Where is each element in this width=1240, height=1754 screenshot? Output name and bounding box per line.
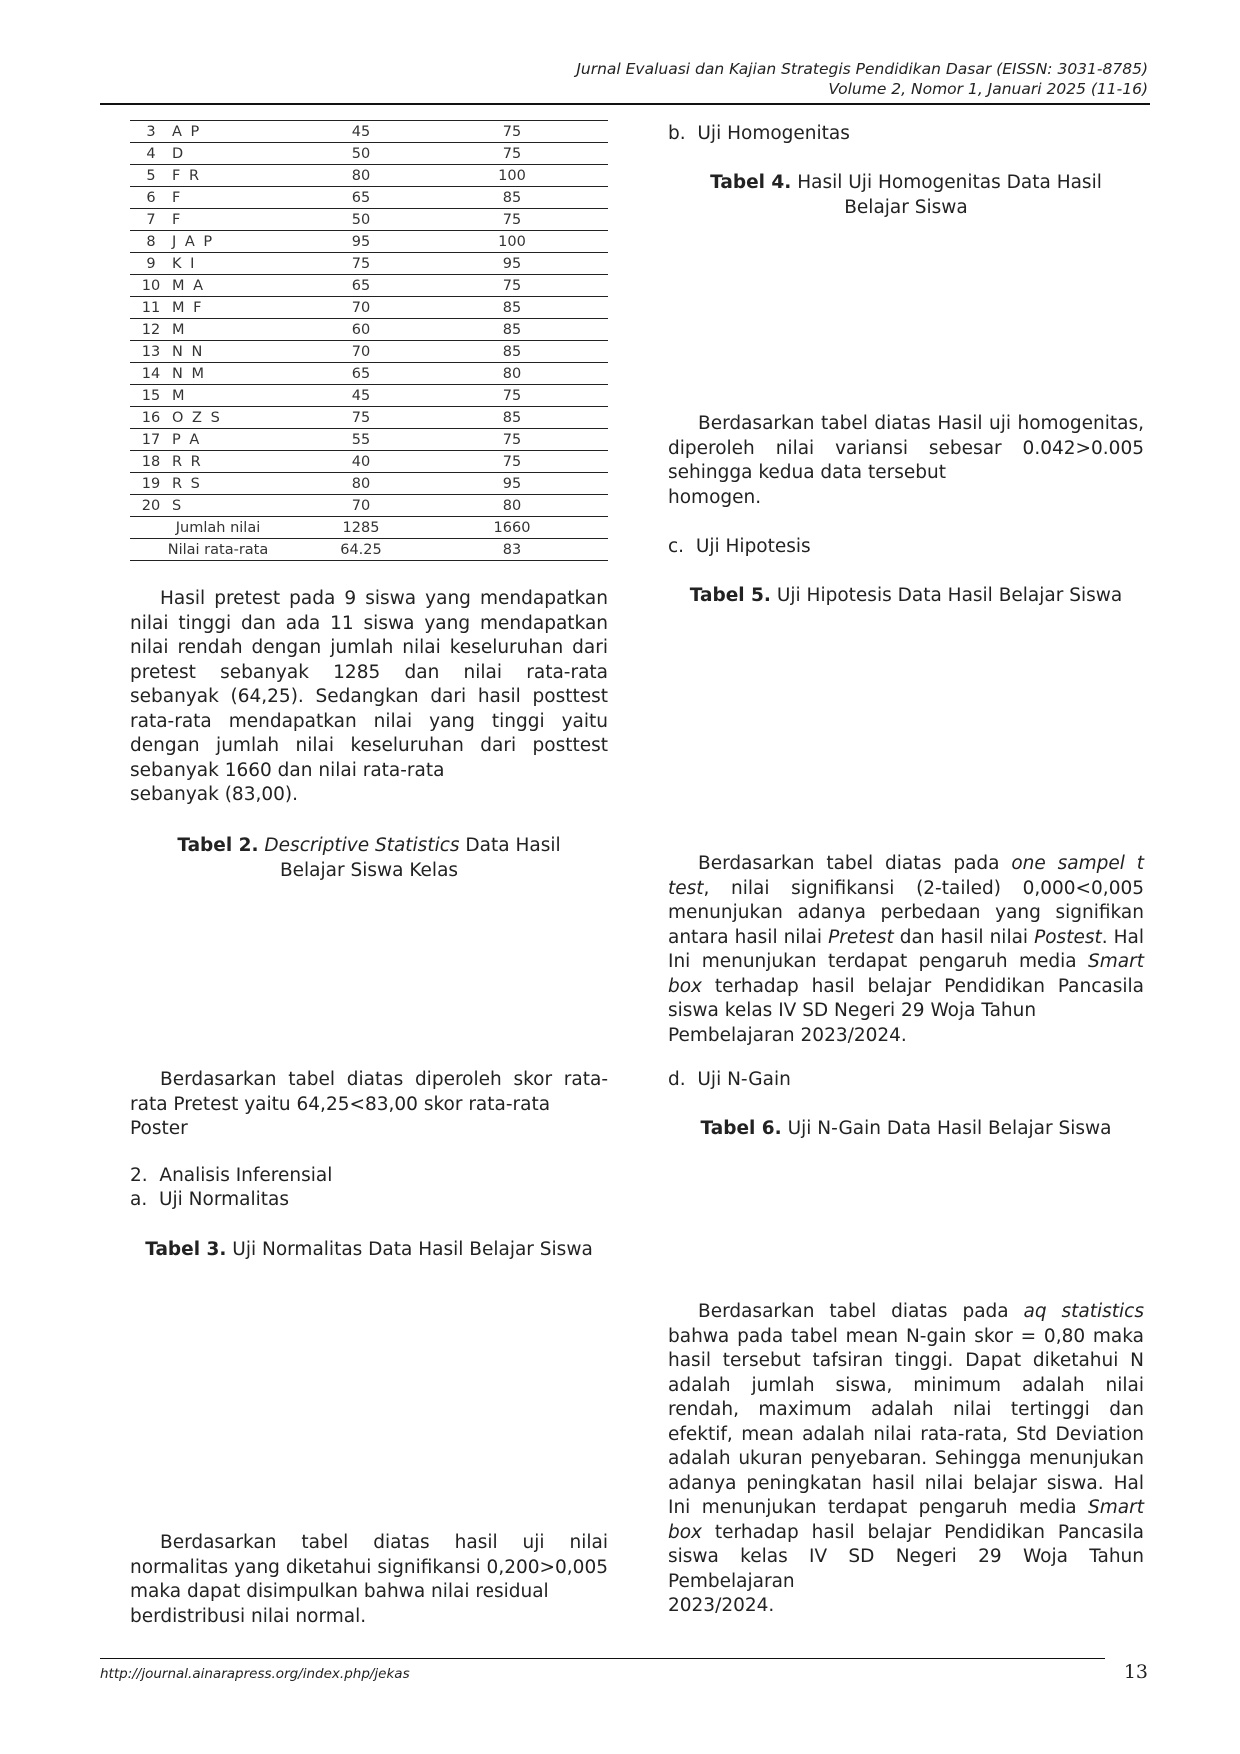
table-row <box>130 495 608 517</box>
cell-pretest: 55 <box>306 429 416 451</box>
table-row <box>130 209 608 231</box>
cell-name: F <box>172 187 306 209</box>
caption-label: Tabel 3. <box>145 1239 227 1260</box>
italic-term: Postest <box>1034 926 1102 948</box>
cell-posttest: 100 <box>416 165 608 187</box>
cell-name: M <box>172 319 306 341</box>
cell-no: 16 <box>130 407 172 429</box>
paragraph-last-line: Poster <box>130 1118 188 1139</box>
cell-pretest: 45 <box>306 121 416 143</box>
table3-caption <box>130 1238 608 1263</box>
paragraph-text: , nilai signifikansi (2-tailed) 0,000<0,005 menunjukan adanya perbedaan yang signifikan antara hasil nilai <box>668 877 1144 948</box>
caption-label: Tabel 4. <box>710 172 792 193</box>
cell-posttest: 85 <box>416 407 608 429</box>
italic-term: one sampel t test <box>668 853 1144 899</box>
cell-posttest: 75 <box>416 385 608 407</box>
cell-name: P A <box>172 429 306 451</box>
cell-pretest: 65 <box>306 187 416 209</box>
caption-text: Uji Hipotesis Data Hasil Belajar Siswa <box>776 585 1123 606</box>
cell-posttest: 95 <box>416 473 608 495</box>
paragraph-text: Berdasarkan tabel diatas pada <box>698 853 1000 874</box>
paragraph-text: Berdasarkan tabel diatas hasil uji nilai normalitas yang diketahui signifikansi 0,200>0,005 maka dapat disimpulkan bahwa nilai residual <box>130 1532 608 1602</box>
cell-pretest: 50 <box>306 143 416 165</box>
cell-no: 12 <box>130 319 172 341</box>
table-row <box>130 187 608 209</box>
caption-line2: Belajar Siswa Kelas <box>279 859 459 881</box>
table-row <box>130 319 608 341</box>
summary-label: Jumlah nilai <box>130 517 306 539</box>
page-number: 13 <box>1123 1661 1148 1683</box>
table-row <box>130 231 608 253</box>
mean-row <box>130 539 608 561</box>
table5-caption <box>668 584 1144 609</box>
cell-no: 11 <box>130 297 172 319</box>
cell-name: A P <box>172 121 306 143</box>
cell-name: J A P <box>172 231 306 253</box>
caption-label: Tabel 2. <box>177 835 259 856</box>
cell-no: 15 <box>130 385 172 407</box>
cell-pretest: 95 <box>306 231 416 253</box>
caption-text: Uji Normalitas Data Hasil Belajar Siswa <box>232 1239 593 1260</box>
caption-italic: Descriptive Statistics <box>264 835 460 856</box>
descriptive-conclusion-paragraph <box>130 1068 608 1142</box>
table-row <box>130 253 608 275</box>
cell-posttest: 75 <box>416 143 608 165</box>
cell-pretest: 65 <box>306 275 416 297</box>
cell-posttest: 75 <box>416 275 608 297</box>
cell-name: R R <box>172 451 306 473</box>
cell-no: 3 <box>130 121 172 143</box>
total-row <box>130 517 608 539</box>
summary-posttest: 83 <box>416 539 608 561</box>
cell-no: 9 <box>130 253 172 275</box>
cell-name: M <box>172 385 306 407</box>
cell-posttest: 85 <box>416 319 608 341</box>
journal-volume: Volume 2, Nomor 1, Januari 2025 (11-16) <box>828 80 1148 98</box>
cell-posttest: 85 <box>416 297 608 319</box>
cell-name: K I <box>172 253 306 275</box>
cell-no: 10 <box>130 275 172 297</box>
cell-posttest: 75 <box>416 429 608 451</box>
paragraph-text: dan hasil nilai <box>899 926 1029 948</box>
table2-caption <box>130 834 608 883</box>
table-row <box>130 297 608 319</box>
paragraph-last-line: sebanyak (83,00). <box>130 784 298 805</box>
italic-term: Smart box <box>668 1497 1144 1543</box>
cell-pretest: 40 <box>306 451 416 473</box>
cell-pretest: 45 <box>306 385 416 407</box>
cell-posttest: 85 <box>416 341 608 363</box>
cell-name: R S <box>172 473 306 495</box>
cell-posttest: 75 <box>416 451 608 473</box>
cell-name: M A <box>172 275 306 297</box>
table-row <box>130 363 608 385</box>
homogeneity-conclusion-paragraph <box>668 412 1144 510</box>
cell-no: 17 <box>130 429 172 451</box>
cell-no: 20 <box>130 495 172 517</box>
hypothesis-conclusion-paragraph <box>668 852 1144 1048</box>
caption-line2: Belajar Siswa <box>844 196 968 218</box>
caption-label: Tabel 6. <box>700 1118 782 1139</box>
table6-caption <box>668 1117 1144 1142</box>
cell-pretest: 50 <box>306 209 416 231</box>
cell-name: S <box>172 495 306 517</box>
cell-no: 6 <box>130 187 172 209</box>
cell-no: 14 <box>130 363 172 385</box>
cell-posttest: 75 <box>416 209 608 231</box>
section-heading-inferential: 2. Analisis Inferensial <box>130 1165 333 1186</box>
score-table-body <box>130 121 608 561</box>
cell-no: 4 <box>130 143 172 165</box>
cell-pretest: 80 <box>306 473 416 495</box>
summary-posttest: 1660 <box>416 517 608 539</box>
subsection-hypothesis: c. Uji Hipotesis <box>668 536 811 557</box>
paragraph-text: bahwa pada tabel mean N-gain skor = 0,80 maka hasil tersebut tafsiran tinggi. Dapat diketahui N adalah jumlah siswa, minimum adalah nilai rendah, maximum adalah nilai tertinggi dan efektif, mean adalah nilai rata-rata, Std Deviation adalah ukuran penyebaran. Sehingga menunjukan adanya peningkatan hasil nilai belajar siswa. Hal Ini menunjukan terdapat pengaruh media <box>668 1325 1144 1518</box>
cell-pretest: 70 <box>306 495 416 517</box>
journal-title: Jurnal Evaluasi dan Kajian Strategis Pendidikan Dasar (EISSN: 3031-8785) <box>576 60 1148 78</box>
summary-pretest: 1285 <box>306 517 416 539</box>
paragraph-last-line: 2023/2024. <box>668 1595 775 1616</box>
summary-pretest: 64.25 <box>306 539 416 561</box>
cell-name: D <box>172 143 306 165</box>
caption-text: Uji N-Gain Data Hasil Belajar Siswa <box>787 1118 1112 1139</box>
table4-caption <box>668 171 1144 220</box>
subsection-homogeneity: b. Uji Homogenitas <box>668 123 850 144</box>
italic-term: aq statistics <box>1023 1301 1144 1322</box>
pretest-result-paragraph <box>130 587 608 808</box>
ngain-conclusion-paragraph <box>668 1300 1144 1619</box>
table-row <box>130 121 608 143</box>
cell-posttest: 80 <box>416 495 608 517</box>
table-row <box>130 429 608 451</box>
table-row <box>130 385 608 407</box>
cell-no: 8 <box>130 231 172 253</box>
journal-url-link[interactable]: http://journal.ainarapress.org/index.php/jekas <box>100 1666 410 1682</box>
subsection-normality: a. Uji Normalitas <box>130 1189 289 1210</box>
cell-name: F <box>172 209 306 231</box>
paragraph-text: Hasil pretest pada 9 siswa yang mendapatkan nilai tinggi dan ada 11 siswa yang mendapatkan nilai rendah dengan jumlah nilai keseluruhan dari pretest sebanyak 1285 dan nilai rata-rata sebanyak (64,25). Sedangkan dari hasil posttest rata-rata mendapatkan nilai yang tinggi yaitu dengan jumlah nilai keseluruhan dari posttest sebanyak 1660 dan nilai rata-rata <box>130 588 608 781</box>
cell-pretest: 80 <box>306 165 416 187</box>
paragraph-text: terhadap hasil belajar Pendidikan Pancasila siswa kelas IV SD Negeri 29 Woja Tahun Pembelajaran <box>668 1521 1144 1592</box>
italic-term: Smart box <box>668 951 1144 997</box>
normality-conclusion-paragraph <box>130 1531 608 1629</box>
table-row <box>130 451 608 473</box>
cell-posttest: 80 <box>416 363 608 385</box>
paragraph-text: Berdasarkan tabel diatas Hasil uji homogenitas, diperoleh nilai variansi sebesar 0.042>0.005 sehingga kedua data tersebut <box>668 413 1144 483</box>
cell-name: F R <box>172 165 306 187</box>
cell-pretest: 75 <box>306 407 416 429</box>
paragraph-text: Berdasarkan tabel diatas pada <box>698 1301 1009 1322</box>
paragraph-text: terhadap hasil belajar Pendidikan Pancasila siswa kelas IV SD Negeri 29 Woja Tahun <box>668 975 1144 1021</box>
cell-no: 18 <box>130 451 172 473</box>
score-table <box>130 120 608 561</box>
table-row <box>130 143 608 165</box>
cell-posttest: 95 <box>416 253 608 275</box>
paragraph-text: . Hal Ini menunjukan terdapat pengaruh media <box>668 926 1144 972</box>
paragraph-last-line: Pembelajaran 2023/2024. <box>668 1024 907 1046</box>
caption-text: Hasil Uji Homogenitas Data Hasil <box>797 172 1102 193</box>
caption-label: Tabel 5. <box>689 585 771 606</box>
summary-label: Nilai rata-rata <box>130 539 306 561</box>
cell-pretest: 60 <box>306 319 416 341</box>
cell-no: 13 <box>130 341 172 363</box>
table-row <box>130 341 608 363</box>
cell-name: N M <box>172 363 306 385</box>
header-divider <box>100 103 1150 105</box>
footer-divider <box>100 1658 1105 1659</box>
cell-posttest: 85 <box>416 187 608 209</box>
paragraph-text: Berdasarkan tabel diatas diperoleh skor rata-rata Pretest yaitu 64,25<83,00 skor rata-rata <box>130 1069 608 1115</box>
table-row <box>130 473 608 495</box>
cell-no: 5 <box>130 165 172 187</box>
paragraph-last-line: berdistribusi nilai normal. <box>130 1605 367 1627</box>
cell-no: 19 <box>130 473 172 495</box>
cell-pretest: 70 <box>306 341 416 363</box>
cell-name: N N <box>172 341 306 363</box>
paragraph-last-line: homogen. <box>668 486 762 508</box>
subsection-ngain: d. Uji N-Gain <box>668 1069 791 1090</box>
cell-posttest: 100 <box>416 231 608 253</box>
cell-pretest: 70 <box>306 297 416 319</box>
table-row <box>130 275 608 297</box>
cell-pretest: 65 <box>306 363 416 385</box>
table-row <box>130 165 608 187</box>
cell-pretest: 75 <box>306 253 416 275</box>
caption-text: Data Hasil <box>465 835 561 856</box>
italic-term: Pretest <box>828 926 894 948</box>
cell-name: O Z S <box>172 407 306 429</box>
cell-name: M F <box>172 297 306 319</box>
table-row <box>130 407 608 429</box>
cell-no: 7 <box>130 209 172 231</box>
cell-posttest: 75 <box>416 121 608 143</box>
